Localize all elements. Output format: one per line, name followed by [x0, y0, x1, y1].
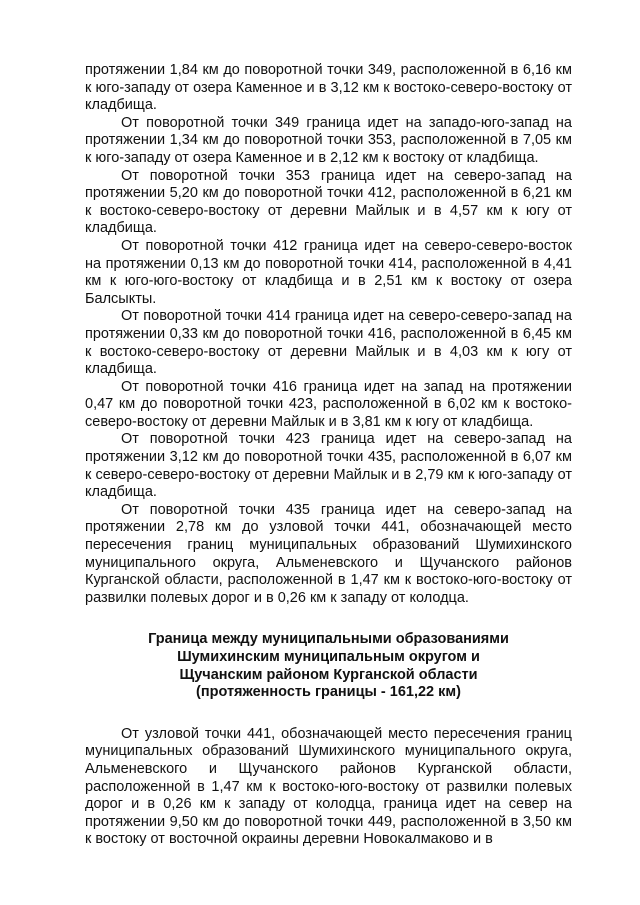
paragraph: От поворотной точки 416 граница идет на запад на протяжении 0,47 км до поворотной точки 423, расположенной в 6,02 км к востоко-северо-востоку от деревни Майлык и в 3,81 км к югу от кладбища.	[85, 378, 572, 430]
section-heading-line: Шумихинским муниципальным округом и	[177, 649, 480, 665]
section-heading-line: Щучанским районом Курганской области	[179, 666, 478, 683]
section-heading-line: Граница между муниципальными образованиями	[148, 631, 509, 648]
paragraph: От узловой точки 441, обозначающей место пересечения границ муниципальных образований Шумихинского муниципального округа, Альменевского и Щучанского районов Курганской области, расположенной в 1,47 км к востоко-юго-востоку от развилки полевых дорог и в 0,26 км к западу от колодца, граница идет на север на протяжении 9,50 км до поворотной точки 449, расположенной в 3,50 км к востоку от восточной окраины деревни Новокалмаково и в	[85, 725, 572, 848]
document-page	[85, 62, 572, 849]
section-heading-length: (протяженность границы - 161,22 км)	[196, 684, 461, 701]
paragraph-continuation: протяжении 1,84 км до поворотной точки 349, расположенной в 6,16 км к юго-западу от озера Каменное и в 3,12 км к востоко-северо-востоку от кладбища.	[85, 62, 572, 114]
paragraph: От поворотной точки 353 граница идет на северо-запад на протяжении 5,20 км до поворотной точки 412, расположенной в 6,21 км к востоко-северо-востоку от деревни Майлык и в 4,57 км к югу от кладбища.	[85, 167, 572, 237]
paragraph: От поворотной точки 414 граница идет на северо-северо-запад на протяжении 0,33 км до поворотной точки 416, расположенной в 6,45 км к востоко-северо-востоку от деревни Майлык и в 4,03 км к югу от кладбища.	[85, 308, 572, 378]
paragraph: От поворотной точки 423 граница идет на северо-запад на протяжении 3,12 км до поворотной точки 435, расположенной в 6,07 км к северо-северо-востоку от деревни Майлык и в 2,79 км к юго-западу от кладбища.	[85, 431, 572, 501]
paragraph: От поворотной точки 349 граница идет на западо-юго-запад на протяжении 1,34 км до поворотной точки 353, расположенной в 7,05 км к юго-западу от озера Каменное и в 2,12 км к востоку от кладбища.	[85, 114, 572, 166]
section-heading	[85, 631, 572, 701]
paragraph: От поворотной точки 412 граница идет на северо-северо-восток на протяжении 0,13 км до поворотной точки 414, расположенной в 4,41 км к юго-юго-востоку от кладбища и в 2,51 км к востоку от озера Балсыкты.	[85, 237, 572, 307]
paragraph: От поворотной точки 435 граница идет на северо-запад на протяжении 2,78 км до узловой точки 441, обозначающей место пересечения границ муниципальных образований Шумихинского муниципального округа, Альменевского и Щучанского районов Курганской области, расположенной в 1,47 км к востоко-юго-востоку от развилки полевых дорог и в 0,26 км к западу от колодца.	[85, 501, 572, 606]
